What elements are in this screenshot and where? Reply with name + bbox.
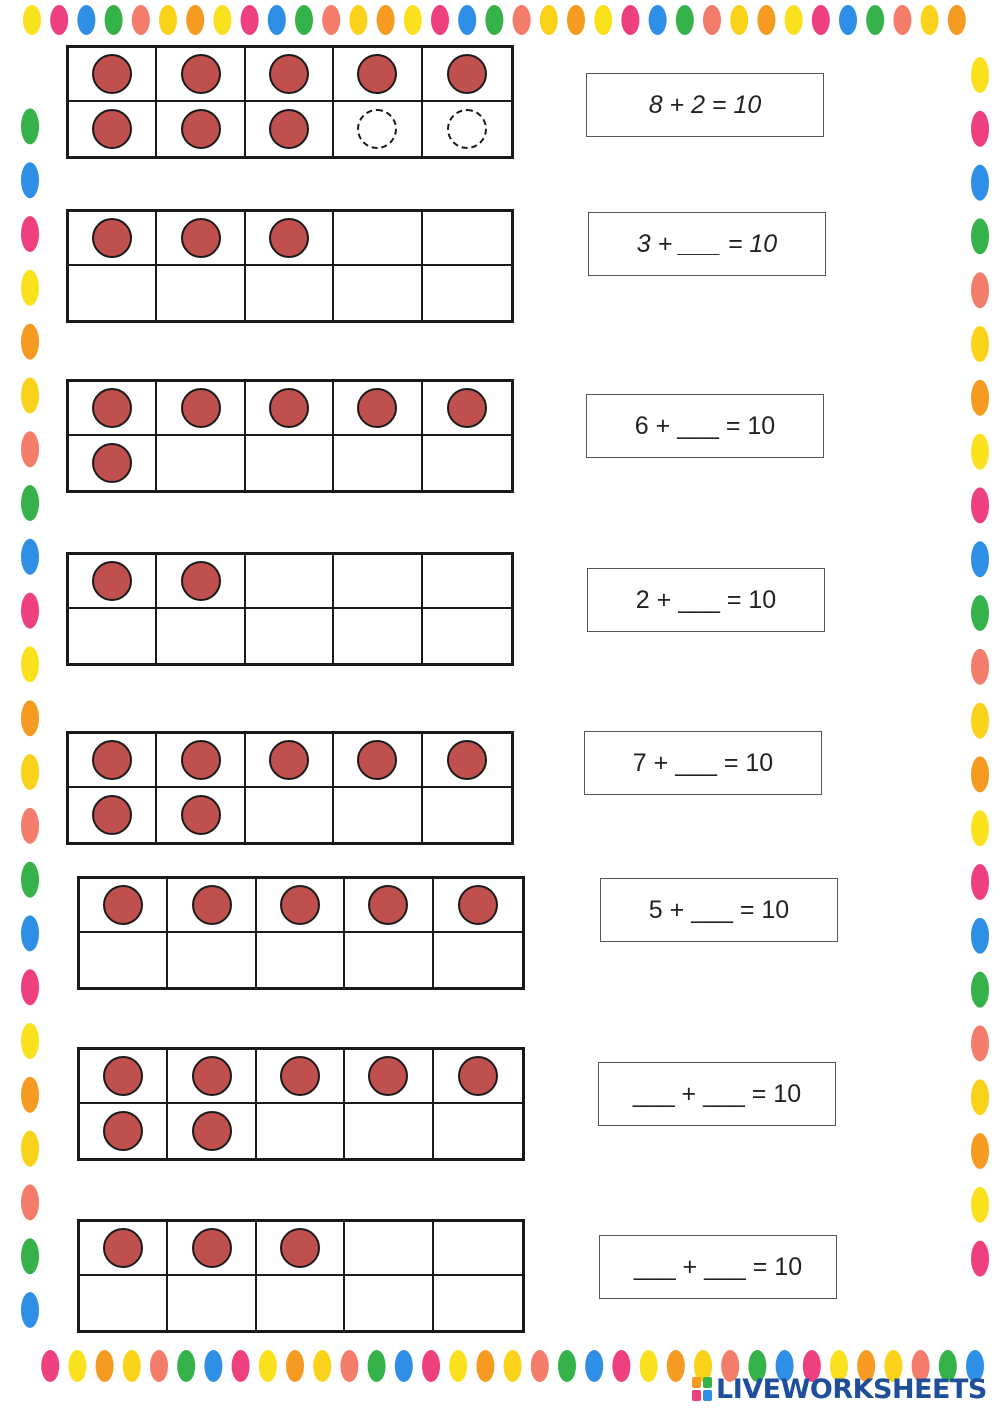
ten-frame-cell: [157, 102, 245, 156]
ten-frame-cell: [423, 102, 511, 156]
ten-frame-cell: [345, 1050, 433, 1104]
ten-frame-cell: [246, 382, 334, 436]
red-counter-icon: [181, 388, 221, 428]
equation-text: ___ + ___ = 10: [633, 1252, 803, 1281]
ten-frame-cell: [69, 436, 157, 490]
red-counter-icon: [92, 388, 132, 428]
border-oval: [971, 864, 989, 900]
border-oval: [612, 1350, 630, 1382]
ten-frame-cell: [157, 382, 245, 436]
border-oval: [322, 5, 340, 35]
ten-frame-cell: [423, 609, 511, 663]
border-oval: [667, 1350, 685, 1382]
red-counter-icon: [181, 740, 221, 780]
ten-frame-cell: [80, 933, 168, 987]
border-oval: [971, 111, 989, 147]
equation-text: ___ + ___ = 10: [632, 1079, 802, 1108]
border-oval: [971, 756, 989, 792]
red-counter-icon: [458, 885, 498, 925]
ten-frame: [66, 731, 514, 845]
ten-frame-cell: [334, 609, 422, 663]
red-counter-icon: [181, 795, 221, 835]
border-oval: [21, 646, 39, 682]
ten-frame-cell: [345, 1222, 433, 1276]
border-oval: [21, 324, 39, 360]
border-oval: [123, 1350, 141, 1382]
red-counter-icon: [357, 388, 397, 428]
red-counter-icon: [368, 885, 408, 925]
ten-frame-cell: [69, 212, 157, 266]
border-oval: [41, 1350, 59, 1382]
ten-frame-cell: [423, 788, 511, 842]
ten-frame-cell: [334, 48, 422, 102]
ten-frame-cell: [434, 879, 522, 933]
border-oval: [812, 5, 830, 35]
dashed-counter-icon: [357, 109, 397, 149]
border-oval: [703, 5, 721, 35]
border-oval: [971, 1133, 989, 1169]
border-oval: [21, 108, 39, 144]
ten-frame-cell: [334, 436, 422, 490]
ten-frame-cell: [69, 102, 157, 156]
border-oval: [971, 434, 989, 470]
equation-text: 5 + ___ = 10: [648, 895, 790, 924]
red-counter-icon: [192, 1111, 232, 1151]
equation-box[interactable]: [588, 212, 826, 276]
border-oval: [21, 862, 39, 898]
red-counter-icon: [192, 1056, 232, 1096]
border-oval: [431, 5, 449, 35]
border-oval: [204, 1350, 222, 1382]
ten-frame-cell: [80, 1104, 168, 1158]
border-oval: [232, 1350, 250, 1382]
border-oval: [422, 1350, 440, 1382]
red-counter-icon: [357, 54, 397, 94]
ten-frame-cell: [157, 555, 245, 609]
equation-box[interactable]: [586, 394, 824, 458]
border-oval: [893, 5, 911, 35]
border-oval: [971, 541, 989, 577]
equation-box[interactable]: [600, 878, 838, 942]
ten-frame-cell: [246, 734, 334, 788]
border-oval: [971, 918, 989, 954]
border-oval: [21, 700, 39, 736]
ten-frame-cell: [345, 879, 433, 933]
ten-frame-cell: [423, 266, 511, 320]
border-oval: [395, 1350, 413, 1382]
red-counter-icon: [269, 388, 309, 428]
dashed-counter-icon: [447, 109, 487, 149]
border-oval: [340, 1350, 358, 1382]
ten-frame-cell: [69, 609, 157, 663]
border-oval: [676, 5, 694, 35]
ten-frame-cell: [434, 1050, 522, 1104]
ten-frame-cell: [246, 266, 334, 320]
border-oval: [971, 595, 989, 631]
border-oval: [21, 915, 39, 951]
border-oval: [21, 754, 39, 790]
ten-frame-cell: [157, 48, 245, 102]
equation-box[interactable]: [584, 731, 822, 795]
ten-frame: [77, 876, 525, 990]
red-counter-icon: [269, 54, 309, 94]
border-oval: [558, 1350, 576, 1382]
border-oval: [971, 1025, 989, 1061]
border-oval: [948, 5, 966, 35]
ten-frame: [77, 1219, 525, 1333]
ten-frame-cell: [246, 102, 334, 156]
border-oval: [286, 1350, 304, 1382]
border-oval: [866, 5, 884, 35]
ten-frame-cell: [246, 48, 334, 102]
red-counter-icon: [447, 740, 487, 780]
border-oval: [132, 5, 150, 35]
ten-frame-cell: [423, 555, 511, 609]
border-oval: [971, 810, 989, 846]
border-oval: [241, 5, 259, 35]
ten-frame: [66, 379, 514, 493]
ten-frame-cell: [246, 555, 334, 609]
ten-frame-cell: [257, 1222, 345, 1276]
ten-frame-cell: [257, 1104, 345, 1158]
border-oval: [513, 5, 531, 35]
ten-frame-cell: [157, 212, 245, 266]
ten-frame-cell: [69, 382, 157, 436]
border-oval: [21, 808, 39, 844]
ten-frame: [77, 1047, 525, 1161]
border-oval: [50, 5, 68, 35]
border-oval: [531, 1350, 549, 1382]
border-oval: [971, 326, 989, 362]
border-oval: [640, 1350, 658, 1382]
ten-frame-cell: [69, 48, 157, 102]
ten-frame-cell: [434, 933, 522, 987]
border-oval: [971, 218, 989, 254]
red-counter-icon: [447, 54, 487, 94]
ten-frame-cell: [334, 788, 422, 842]
ten-frame-cell: [69, 788, 157, 842]
ten-frame-cell: [257, 879, 345, 933]
border-oval: [971, 972, 989, 1008]
border-oval: [971, 1241, 989, 1277]
border-oval: [971, 487, 989, 523]
red-counter-icon: [103, 1228, 143, 1268]
red-counter-icon: [181, 54, 221, 94]
border-oval: [757, 5, 775, 35]
border-oval: [485, 5, 503, 35]
ten-frame-cell: [334, 555, 422, 609]
ten-frame-cell: [157, 266, 245, 320]
border-oval: [21, 485, 39, 521]
red-counter-icon: [280, 885, 320, 925]
equation-box[interactable]: [598, 1062, 836, 1126]
ten-frame-cell: [434, 1222, 522, 1276]
border-oval: [21, 162, 39, 198]
ten-frame-cell: [157, 436, 245, 490]
ten-frame-cell: [246, 436, 334, 490]
border-oval: [21, 969, 39, 1005]
red-counter-icon: [269, 740, 309, 780]
red-counter-icon: [92, 218, 132, 258]
border-oval: [971, 1079, 989, 1115]
ten-frame: [66, 45, 514, 159]
border-oval: [213, 5, 231, 35]
ten-frame-cell: [168, 1050, 256, 1104]
border-oval: [971, 703, 989, 739]
border-oval: [504, 1350, 522, 1382]
equation-text: 2 + ___ = 10: [635, 585, 777, 614]
equation-box[interactable]: [599, 1235, 837, 1299]
border-oval: [68, 1350, 86, 1382]
ten-frame-cell: [168, 879, 256, 933]
ten-frame-cell: [157, 734, 245, 788]
red-counter-icon: [92, 795, 132, 835]
ten-frame-cell: [80, 879, 168, 933]
ten-frame-cell: [257, 933, 345, 987]
border-oval: [921, 5, 939, 35]
ten-frame-cell: [334, 734, 422, 788]
border-oval: [21, 1131, 39, 1167]
border-oval: [21, 270, 39, 306]
red-counter-icon: [269, 109, 309, 149]
ten-frame-cell: [423, 436, 511, 490]
border-oval: [540, 5, 558, 35]
border-oval: [649, 5, 667, 35]
border-oval: [730, 5, 748, 35]
red-counter-icon: [103, 1111, 143, 1151]
logo-mark-icon: [692, 1377, 714, 1403]
border-oval: [150, 1350, 168, 1382]
border-oval: [368, 1350, 386, 1382]
border-oval: [839, 5, 857, 35]
border-oval: [21, 1184, 39, 1220]
border-oval: [268, 5, 286, 35]
red-counter-icon: [368, 1056, 408, 1096]
ten-frame-cell: [80, 1276, 168, 1330]
ten-frame-cell: [80, 1222, 168, 1276]
ten-frame-cell: [69, 555, 157, 609]
border-oval: [21, 1292, 39, 1328]
equation-box[interactable]: [586, 73, 824, 137]
ten-frame-cell: [168, 933, 256, 987]
red-counter-icon: [92, 54, 132, 94]
border-oval: [21, 593, 39, 629]
border-oval: [585, 1350, 603, 1382]
border-oval: [159, 5, 177, 35]
border-oval: [21, 1077, 39, 1113]
ten-frame: [66, 552, 514, 666]
border-oval: [21, 431, 39, 467]
ten-frame-cell: [345, 933, 433, 987]
ten-frame-cell: [257, 1050, 345, 1104]
border-oval: [96, 1350, 114, 1382]
ten-frame-cell: [157, 788, 245, 842]
border-oval: [404, 5, 422, 35]
red-counter-icon: [357, 740, 397, 780]
border-oval: [971, 1187, 989, 1223]
ten-frame-cell: [423, 734, 511, 788]
red-counter-icon: [269, 218, 309, 258]
border-oval: [971, 165, 989, 201]
ten-frame-cell: [257, 1276, 345, 1330]
ten-frame-cell: [334, 212, 422, 266]
border-oval: [971, 380, 989, 416]
ten-frame-cell: [423, 212, 511, 266]
ten-frame-cell: [157, 609, 245, 663]
ten-frame-cell: [423, 382, 511, 436]
border-oval: [476, 1350, 494, 1382]
border-oval: [377, 5, 395, 35]
ten-frame-cell: [334, 382, 422, 436]
ten-frame-cell: [434, 1104, 522, 1158]
border-oval: [105, 5, 123, 35]
red-counter-icon: [280, 1228, 320, 1268]
red-counter-icon: [192, 885, 232, 925]
ten-frame-cell: [168, 1222, 256, 1276]
equation-text: 7 + ___ = 10: [632, 748, 774, 777]
red-counter-icon: [458, 1056, 498, 1096]
border-oval: [785, 5, 803, 35]
border-oval: [971, 272, 989, 308]
border-oval: [259, 1350, 277, 1382]
border-oval: [295, 5, 313, 35]
border-oval: [21, 1023, 39, 1059]
border-oval: [313, 1350, 331, 1382]
ten-frame-cell: [168, 1104, 256, 1158]
border-oval: [449, 1350, 467, 1382]
ten-frame: [66, 209, 514, 323]
equation-text: 6 + ___ = 10: [634, 411, 776, 440]
ten-frame-cell: [69, 266, 157, 320]
border-oval: [349, 5, 367, 35]
border-oval: [186, 5, 204, 35]
ten-frame-cell: [80, 1050, 168, 1104]
red-counter-icon: [92, 740, 132, 780]
red-counter-icon: [280, 1056, 320, 1096]
ten-frame-cell: [423, 48, 511, 102]
ten-frame-cell: [246, 609, 334, 663]
equation-text: 8 + 2 = 10: [648, 90, 762, 119]
ten-frame-cell: [168, 1276, 256, 1330]
red-counter-icon: [103, 1056, 143, 1096]
ten-frame-cell: [246, 788, 334, 842]
ten-frame-cell: [334, 102, 422, 156]
red-counter-icon: [447, 388, 487, 428]
red-counter-icon: [92, 109, 132, 149]
border-oval: [21, 1238, 39, 1274]
ten-frame-cell: [69, 734, 157, 788]
equation-box[interactable]: [587, 568, 825, 632]
border-oval: [621, 5, 639, 35]
border-oval: [458, 5, 476, 35]
red-counter-icon: [92, 561, 132, 601]
red-counter-icon: [181, 218, 221, 258]
liveworksheets-logo: [692, 1374, 987, 1405]
ten-frame-cell: [434, 1276, 522, 1330]
ten-frame-cell: [345, 1276, 433, 1330]
border-oval: [23, 5, 41, 35]
red-counter-icon: [181, 109, 221, 149]
border-oval: [971, 57, 989, 93]
border-oval: [77, 5, 95, 35]
ten-frame-cell: [345, 1104, 433, 1158]
red-counter-icon: [92, 443, 132, 483]
red-counter-icon: [103, 885, 143, 925]
ten-frame-cell: [334, 266, 422, 320]
border-oval: [594, 5, 612, 35]
logo-text: LIVEWORKSHEETS: [716, 1374, 987, 1405]
red-counter-icon: [192, 1228, 232, 1268]
equation-text: 3 + ___ = 10: [636, 229, 778, 258]
border-oval: [21, 216, 39, 252]
border-oval: [21, 377, 39, 413]
border-oval: [567, 5, 585, 35]
border-oval: [971, 649, 989, 685]
red-counter-icon: [181, 561, 221, 601]
ten-frame-cell: [246, 212, 334, 266]
border-oval: [177, 1350, 195, 1382]
border-oval: [21, 539, 39, 575]
